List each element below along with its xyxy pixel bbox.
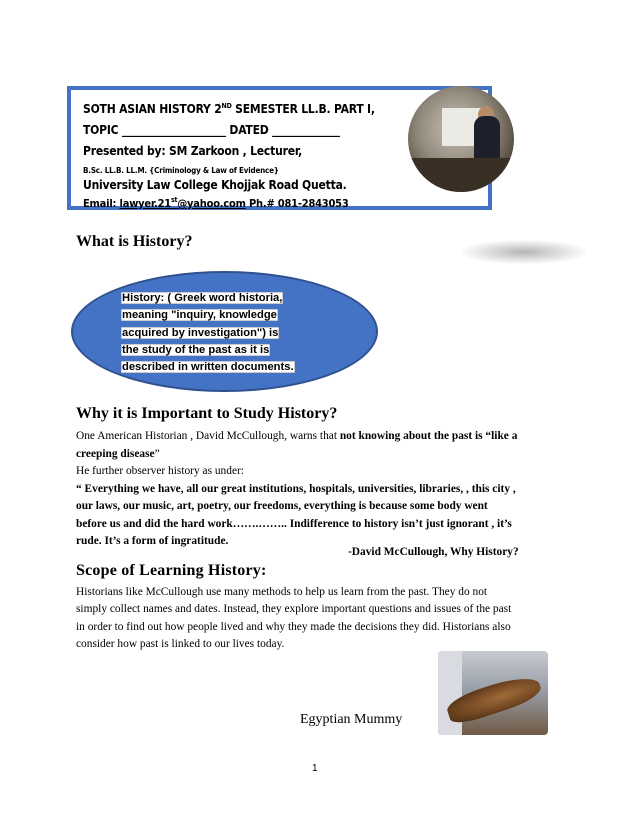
quote-line: “ Everything we have, all our great institutions, hospitals, universities, libraries, , this city , (76, 483, 516, 495)
degrees-line: B.Sc. LL.B. LL.M. {Criminology & Law of Evidence} (83, 166, 279, 175)
history-definition: History: ( Greek word historia, meaning "inquiry, knowledge acquired by investigation") is the study of the past as it is described in written documents. (122, 292, 294, 374)
paragraph-line: simply collect names and dates. Instead, they explore important questions and issues of the past (76, 603, 512, 615)
email-link[interactable]: lawyer.21st@yahoo.com (119, 196, 246, 210)
lecturer-photo (408, 86, 514, 192)
decorative-shadow (462, 240, 586, 264)
heading-scope: Scope of Learning History: (76, 562, 267, 579)
topic-line: TOPIC ____________________ DATED _____________ (83, 123, 340, 137)
heading-what-is-history: What is History? (76, 233, 193, 250)
presenter-line: Presented by: SM Zarkoon , Lecturer, (83, 144, 303, 158)
page-number: 1 (312, 763, 318, 774)
paragraph-line: He further observer history as under: (76, 465, 244, 477)
paragraph-line: Historians like McCullough use many methods to help us learn from the past. They do not (76, 586, 488, 598)
paragraph-line: in order to find out how people lived and why they made the decisions they did. Historians also (76, 621, 511, 633)
paragraph-line: creeping disease” (76, 448, 160, 460)
heading-why-important: Why it is Important to Study History? (76, 405, 338, 422)
college-line: University Law College Khojjak Road Quetta. (83, 178, 347, 192)
egyptian-mummy-image (438, 651, 548, 735)
image-caption: Egyptian Mummy (300, 712, 403, 727)
quote-attribution: -David McCullough, Why History? (348, 546, 519, 558)
paragraph-line: consider how past is linked to our lives today. (76, 638, 285, 650)
paragraph-line: One American Historian , David McCullough, warns that not knowing about the past is “like a (76, 430, 518, 442)
course-title: SOTH ASIAN HISTORY 2ND SEMESTER LL.B. PART I, (83, 102, 375, 116)
contact-line: Email: lawyer.21st@yahoo.com Ph.# 081-2843053 (83, 196, 349, 210)
quote-line: rude. It’s a form of ingratitude. (76, 535, 229, 547)
quote-line: our laws, our music, art, poetry, our freedoms, everything is because some body went (76, 500, 488, 512)
quote-line: before us and did the hard work…….…….. Indifference to history isn’t just ignorant , it’s (76, 518, 512, 530)
